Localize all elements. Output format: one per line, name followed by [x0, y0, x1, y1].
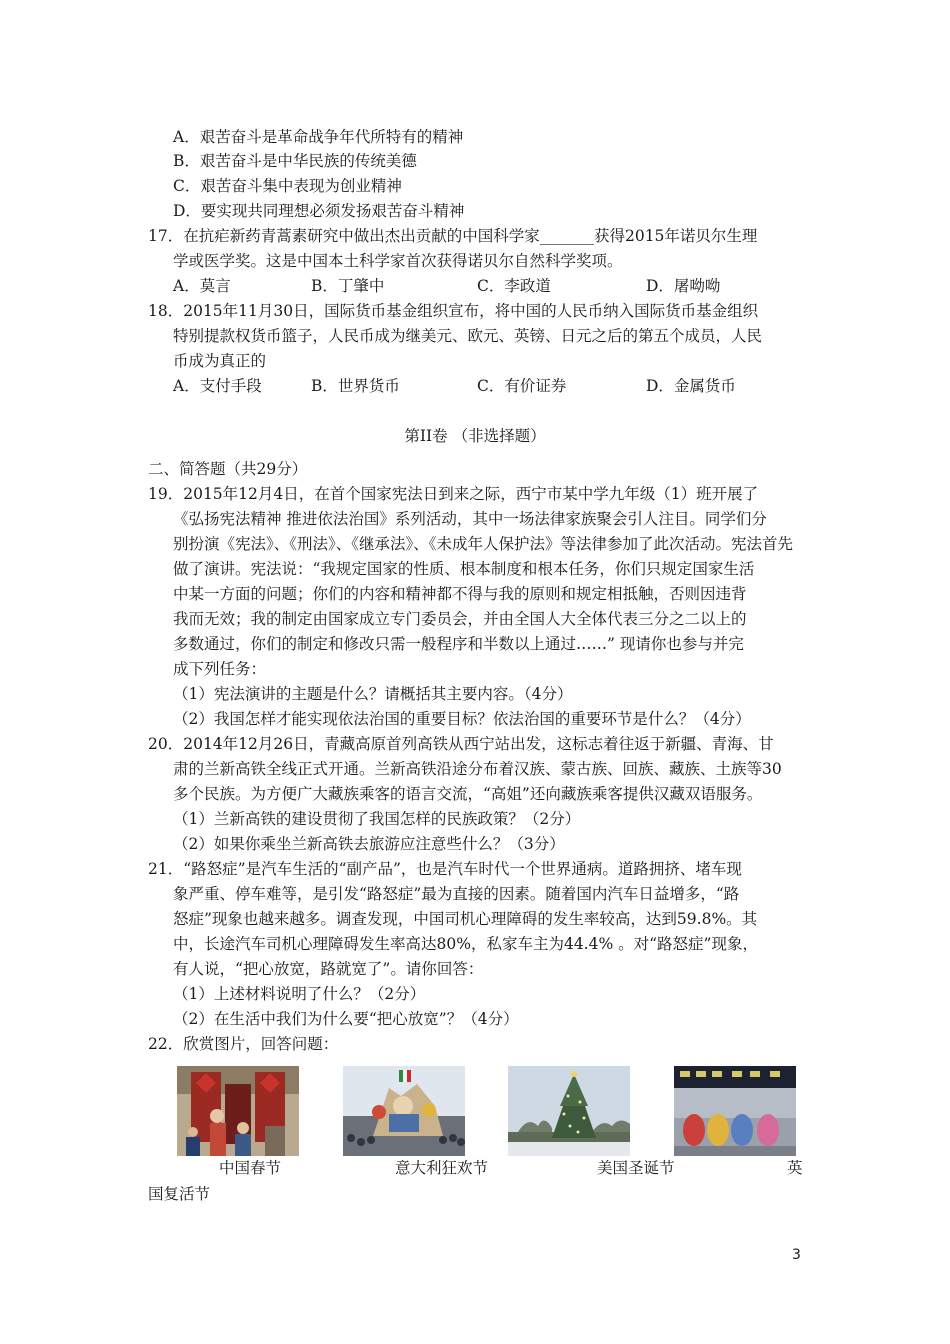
q17-option-d: D．屠呦呦: [646, 277, 721, 295]
q21-line2: 象严重、停车难等，是引发“路怒症”最为直接的因素。随着国内汽车日益增多，“路: [173, 885, 740, 903]
q21-line3: 怒症”现象也越来越多。调查发现，中国司机心理障碍的发生率较高，达到59.8%。其: [173, 910, 758, 928]
q18-option-a: A．支付手段: [173, 377, 262, 395]
q19-line3: 别扮演《宪法》、《刑法》、《继承法》、《未成年人保护法》等法律参加了此次活动。宪法首先: [173, 535, 794, 553]
q16-option-c: C．艰苦奋斗集中表现为创业精神: [173, 177, 402, 195]
q20-line2: 肃的兰新高铁全线正式开通。兰新高铁沿途分布着汉族、蒙古族、回族、藏族、土族等30: [173, 760, 782, 778]
q16-option-d: D．要实现共同理想必须发扬艰苦奋斗精神: [173, 202, 465, 220]
q22-line1: 22．欣赏图片，回答问题：: [148, 1035, 339, 1053]
q20-sub1: （1）兰新高铁的建设贯彻了我国怎样的民族政策？（2分）: [173, 810, 581, 828]
caption-easter-part1: 英: [787, 1159, 803, 1177]
q18-option-d: D．金属货币: [646, 377, 736, 395]
q18-stem-line3: 币成为真正的: [173, 352, 267, 370]
q19-line7: 多数通过，你们的制定和修改只需一般程序和半数以上通过……” 现请你也参与并完: [173, 635, 744, 653]
caption-spring-festival: 中国春节: [219, 1159, 282, 1177]
q19-sub1: （1）宪法演讲的主题是什么？请概括其主要内容。（4分）: [173, 685, 573, 703]
q20-line1: 20．2014年12月26日，青藏高原首列高铁从西宁站出发，这标志着往返于新疆、青海、甘: [148, 735, 774, 753]
q17-stem-line2: 学或医学奖。这是中国本土科学家首次获得诺贝尔自然科学奖项。: [173, 252, 623, 270]
q19-line6: 我而无效；我的制定由国家成立专门委员会，并由全国人大全体代表三分之二以上的: [173, 610, 747, 628]
easter-eggs-photo: [674, 1066, 796, 1156]
q19-line2: 《弘扬宪法精神 推进依法治国》系列活动，其中一场法律家族聚会引人注目。同学们分: [173, 510, 767, 528]
carnival-photo: [343, 1066, 465, 1156]
spring-festival-photo: [177, 1066, 299, 1156]
q21-line5: 有人说，“把心放宽，路就宽了”。请你回答：: [173, 960, 484, 978]
q16-option-a: A．艰苦奋斗是革命战争年代所特有的精神: [173, 128, 464, 146]
q17-option-b: B．丁肇中: [311, 277, 385, 295]
q17-option-c: C．李政道: [477, 277, 551, 295]
q18-stem-line1: 18．2015年11月30日，国际货币基金组织宣布，将中国的人民币纳入国际货币基金组织: [148, 302, 759, 320]
q17-option-a: A．莫言: [173, 277, 231, 295]
caption-carnival: 意大利狂欢节: [395, 1159, 489, 1177]
q20-line3: 多个民族。为方便广大藏族乘客的语言交流，“高姐”还向藏族乘客提供汉藏双语服务。: [173, 785, 763, 803]
christmas-tree-photo: [508, 1066, 630, 1156]
caption-easter-part2: 国复活节: [148, 1185, 211, 1203]
q19-line5: 中某一方面的问题；你们的内容和精神都不得与我的原则和规定相抵触，否则因违背: [173, 585, 747, 603]
q20-sub2: （2）如果你乘坐兰新高铁去旅游应注意些什么？（3分）: [173, 835, 565, 853]
q18-option-c: C．有价证券: [477, 377, 567, 395]
q19-line8: 成下列任务：: [173, 660, 267, 678]
q21-line4: 中，长途汽车司机心理障碍发生率高达80%，私家车主为44.4% 。对“路怒症”现象，: [173, 935, 758, 953]
q21-sub1: （1）上述材料说明了什么？（2分）: [173, 985, 426, 1003]
q16-option-b: B．艰苦奋斗是中华民族的传统美德: [173, 152, 417, 170]
q19-line4: 做了演讲。宪法说：“我规定国家的性质、根本制度和根本任务，你们只规定国家生活: [173, 560, 755, 578]
q18-stem-line2: 特别提款权货币篮子，人民币成为继美元、欧元、英镑、日元之后的第五个成员，人民: [173, 327, 763, 345]
q19-sub2: （2）我国怎样才能实现依法治国的重要目标？依法治国的重要环节是什么？（4分）: [173, 710, 751, 728]
caption-christmas: 美国圣诞节: [597, 1159, 675, 1177]
page-number: 3: [792, 1247, 801, 1263]
section2-heading: 二、简答题（共29分）: [148, 460, 308, 478]
q21-line1: 21．“路怒症”是汽车生活的“副产品”，也是汽车时代一个世界通病。道路拥挤、堵车现: [148, 860, 742, 878]
q17-stem-line1: 17．在抗疟新药青蒿素研究中做出杰出贡献的中国科学家_______获得2015年诺贝尔生理: [148, 227, 758, 245]
q18-option-b: B．世界货币: [311, 377, 400, 395]
part2-title: 第II卷 （非选择题）: [404, 427, 546, 445]
q19-line1: 19．2015年12月4日，在首个国家宪法日到来之际，西宁市某中学九年级（1）班开展了: [148, 485, 759, 503]
q21-sub2: （2）在生活中我们为什么要“把心放宽”？（4分）: [173, 1010, 519, 1028]
